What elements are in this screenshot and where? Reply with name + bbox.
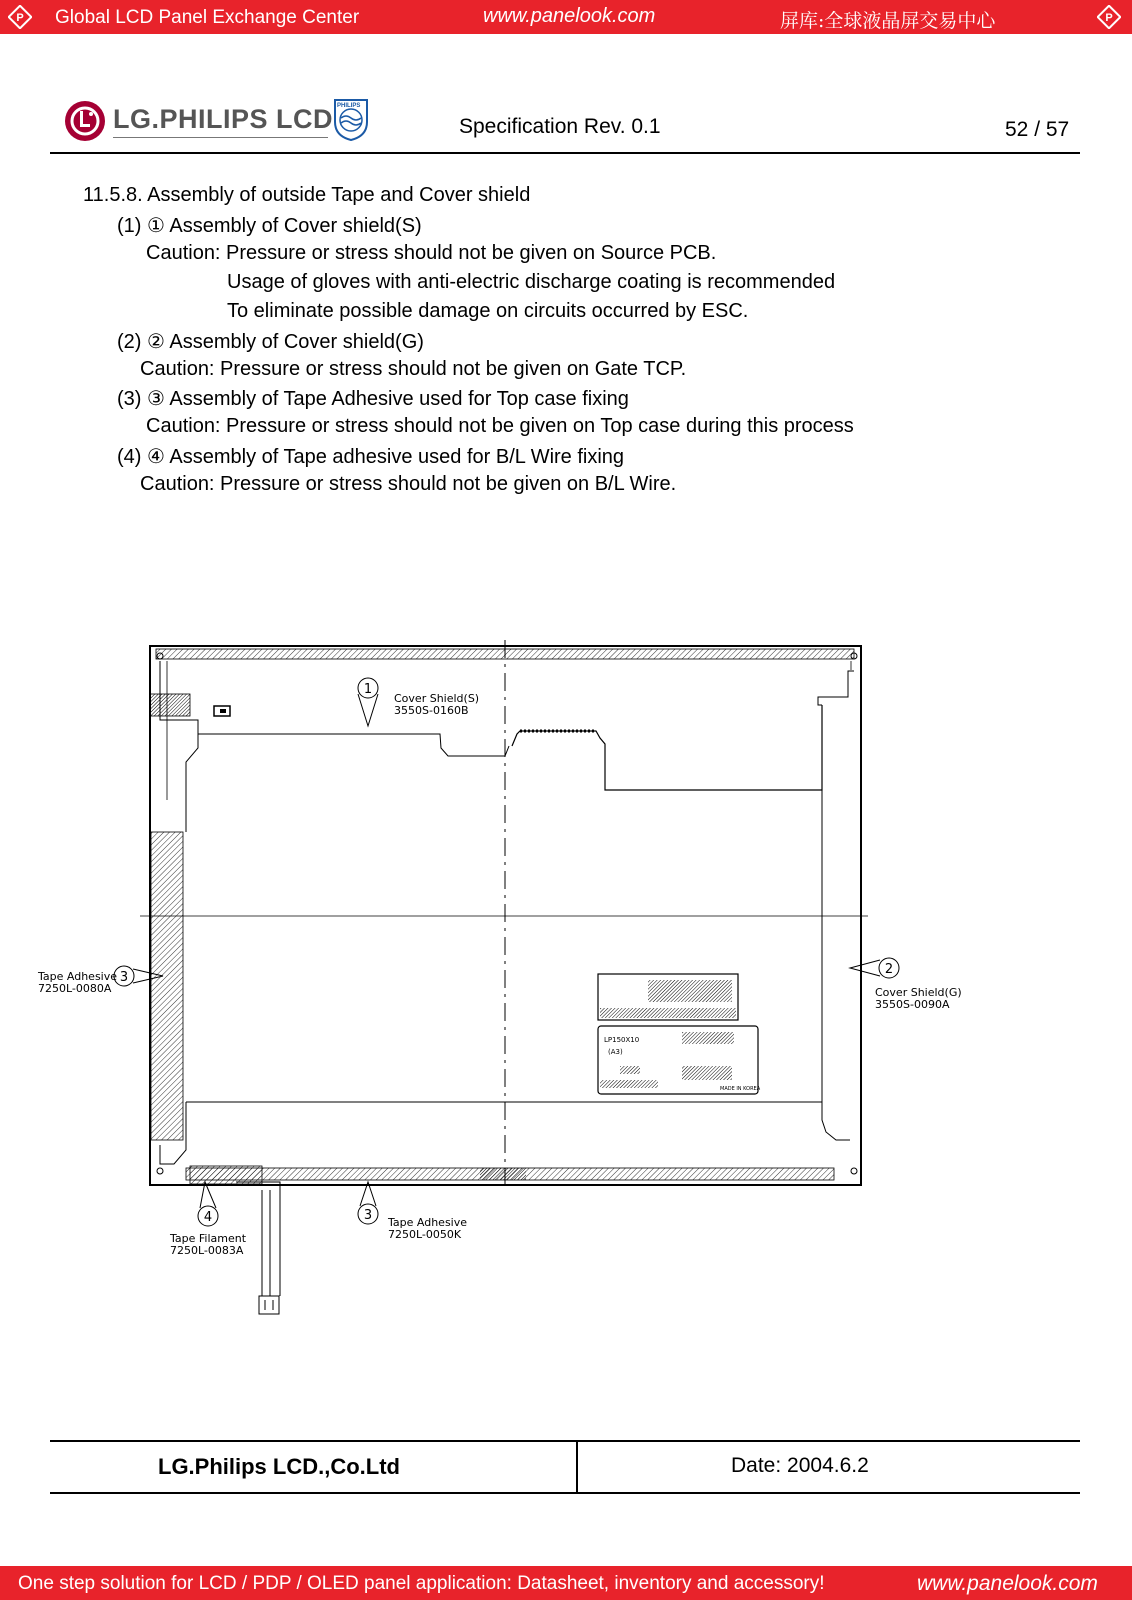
footer-divider [576,1442,578,1492]
bottom-banner-text: One step solution for LCD / PDP / OLED panel application: Datasheet, inventory and accessory! [18,1573,825,1594]
svg-text:4: 4 [203,1210,213,1225]
svg-text:7250L-0050K: 7250L-0050K [388,1228,462,1241]
svg-text:7250L-0080A: 7250L-0080A [38,982,112,995]
svg-text:Tape Adhesive: Tape Adhesive [38,970,118,983]
philips-badge-text: PHILIPS [337,103,361,109]
callout-1 [358,678,479,726]
section-line: Caution: Pressure or stress should not be given on Source PCB. [146,242,717,264]
section-line: (4) ④ Assembly of Tape adhesive used for B/L Wire fixing [117,446,625,468]
section-heading: 11.5.8. Assembly of outside Tape and Cover shield [83,184,531,206]
label-variant: (A3) [608,1048,623,1056]
svg-text:2: 2 [884,962,894,977]
svg-text:3550S-0160B: 3550S-0160B [394,704,469,717]
panelook-logo-icon [8,5,32,29]
logo-underline [113,137,328,138]
top-left-connector [150,694,190,716]
wire-connector [259,1296,279,1314]
banner-left-text: Global LCD Panel Exchange Center [55,7,360,28]
cover-shield-g-outline [822,705,850,1140]
doc-footer [50,1440,1080,1494]
panelook-logo-icon-right [1097,5,1121,29]
section-line: (2) ② Assembly of Cover shield(G) [117,331,424,353]
header-rule [50,152,1080,154]
svg-text:P: P [1105,12,1113,24]
banner-center-url[interactable]: www.panelook.com [483,5,656,27]
svg-text:P: P [16,12,24,24]
footer-company: LG.Philips LCD.,Co.Ltd [158,1454,400,1479]
callout-3-bottom [358,1182,467,1241]
left-hatch-strip [151,832,183,1140]
section-line: To eliminate possible damage on circuits occurred by ESC. [227,300,749,322]
svg-text:Cover Shield(G): Cover Shield(G) [875,986,962,999]
callout-3-left [37,966,163,995]
section-line: Caution: Pressure or stress should not be given on Top case during this process [146,415,854,437]
section-line: (3) ③ Assembly of Tape Adhesive used for Top case fixing [117,388,629,410]
assembly-drawing [0,630,1132,1330]
top-banner [0,0,1132,34]
bottom-banner-url[interactable]: www.panelook.com [917,1572,1098,1595]
tape-filament-area [190,1166,262,1184]
svg-text:Tape Filament: Tape Filament [170,1232,247,1245]
bottom-banner [0,1566,1132,1600]
page-number: 52 / 57 [1005,118,1070,141]
bottom-hatch-dense [480,1168,526,1180]
lg-philips-logo-text: LG.PHILIPS LCD [113,104,334,134]
svg-text:3550S-0090A: 3550S-0090A [875,998,950,1011]
section-line: (1) ① Assembly of Cover shield(S) [117,215,422,237]
spec-title: Specification Rev. 0.1 [459,115,661,138]
section-line: Caution: Pressure or stress should not be given on B/L Wire. [140,473,677,495]
banner-right-text: 屏库:全球液晶屏交易中心 [780,10,996,32]
label-madein: MADE IN KOREA [720,1086,761,1092]
lg-logo-icon [64,100,106,142]
callout-2 [850,958,962,1011]
section-line: Caution: Pressure or stress should not be given on Gate TCP. [140,358,687,380]
bl-wire [262,1190,270,1296]
callout-4 [169,1182,247,1257]
svg-text:1: 1 [363,682,373,697]
cover-shield-s-outline [160,661,198,832]
section-line: Usage of gloves with anti-electric discharge coating is recommended [227,271,836,293]
svg-text:Tape Adhesive: Tape Adhesive [388,1216,468,1229]
label-model: LP150X10 [604,1036,640,1044]
svg-text:3: 3 [363,1208,373,1223]
svg-text:7250L-0083A: 7250L-0083A [170,1244,244,1257]
svg-text:Cover Shield(S): Cover Shield(S) [394,692,480,705]
footer-date: Date: 2004.6.2 [731,1454,869,1477]
svg-text:3: 3 [119,970,129,985]
